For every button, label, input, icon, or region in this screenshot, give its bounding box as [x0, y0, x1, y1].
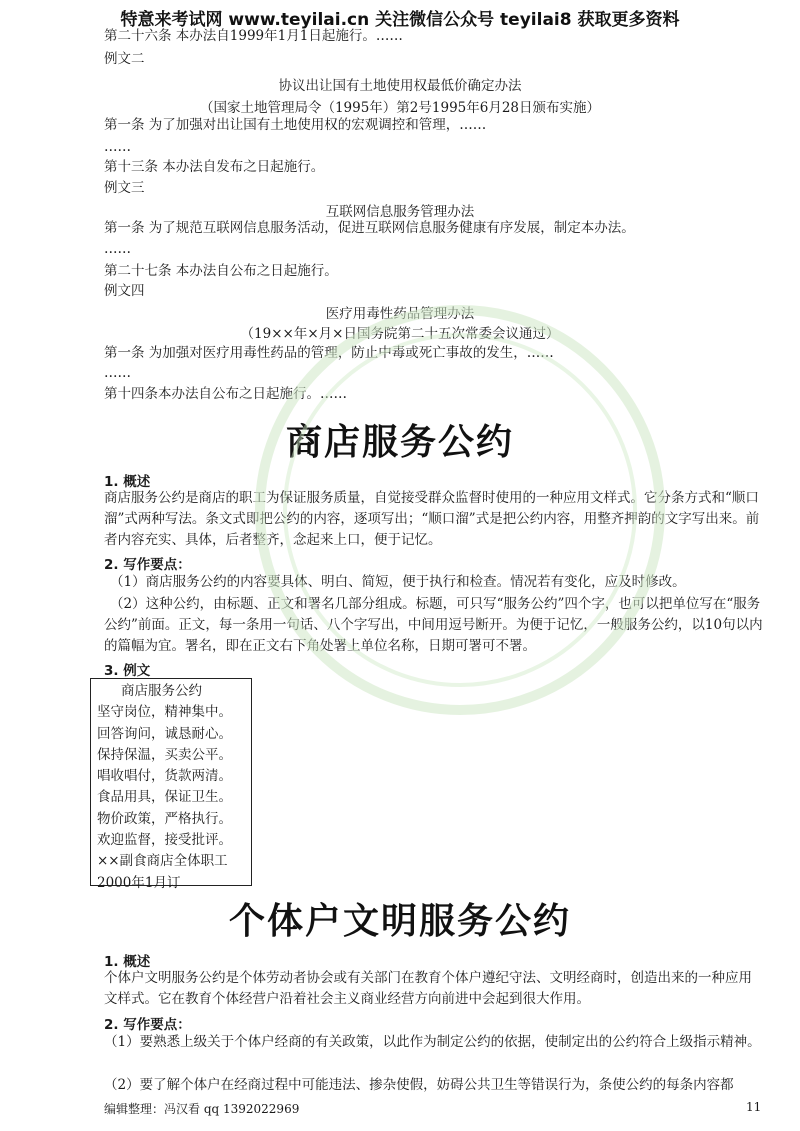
subheading: 1. 概述: [104, 954, 151, 970]
example-line: 保持保温，买卖公平。: [97, 746, 232, 763]
example-label: 例文四: [104, 283, 145, 299]
article-line: 第一条 为了规范互联网信息服务活动，促进互联网信息服务健康有序发展，制定本办法。: [104, 220, 635, 236]
paragraph: （1）要熟悉上级关于个体户经商的有关政策，以此作为制定公约的依据，使制定出的公约符合上级指示精神。: [104, 1034, 761, 1050]
subheading: 3. 例文: [104, 663, 151, 679]
paragraph: （2）这种公约，由标题、正文和署名几部分组成。标题，可只写“服务公约”四个字，也可以把单位写在“服务公约”前面。正文，每一条用一句话、八个字写出，中间用逗号断开。为便于记忆，一般服务公约，以10句以内的篇幅为宜。署名，即在正文右下角处署上单位名称，日期可署可不署。: [104, 596, 763, 654]
ellipsis: ……: [104, 139, 131, 155]
article-line: 第一条 为加强对医疗用毒性药品的管理，防止中毒或死亡事故的发生，……: [104, 345, 554, 361]
article-line: 第十四条本办法自公布之日起施行。……: [104, 386, 347, 402]
paragraph: 商店服务公约是商店的职工为保证服务质量，自觉接受群众监督时使用的一种应用文样式。它分条方式和“顺口溜”式两种写法。条文式即把公约的内容，逐项写出；“顺口溜”式是把公约内容，用整齐押韵的文字写出来。前者内容充实、具体，后者整齐，念起来上口，便于记忆。: [104, 490, 760, 548]
example-date: 2000年1月订: [97, 874, 181, 891]
example-title: 互联网信息服务管理办法: [325, 204, 475, 220]
example-label: 例文二: [104, 51, 145, 67]
article-line: 第十三条 本办法自发布之日起施行。: [104, 159, 325, 175]
example-line: 食品用具，保证卫生。: [97, 789, 232, 806]
section-title: 个体户文明服务公约: [228, 901, 571, 942]
example-box: [90, 678, 252, 891]
article-line: 第二十七条 本办法自公布之日起施行。: [104, 263, 338, 279]
example-title: 协议出让国有土地使用权最低价确定办法: [278, 78, 522, 94]
paragraph: 个体户文明服务公约是个体劳动者协会或有关部门在教育个体户遵纪守法、文明经商时，创造出来的一种应用文样式。它在教育个体经营户沿着社会主义商业经营方向前进中会起到很大作用。: [104, 970, 752, 1007]
example-source: （19××年×月×日国务院第二十五次常委会议通过）: [240, 326, 560, 342]
example-line: 坚守岗位，精神集中。: [97, 704, 232, 721]
ellipsis: ……: [104, 241, 131, 257]
paragraph: （2）要了解个体户在经商过程中可能违法、掺杂使假，妨碍公共卫生等错误行为，条使公约的每条内容都: [104, 1077, 734, 1093]
footer-editor: 编辑整理：冯汉看 qq 1392022969: [104, 1102, 300, 1116]
subheading: 2. 写作要点：: [104, 557, 191, 573]
example-box-title: 商店服务公约: [121, 683, 202, 699]
page-number: 11: [746, 1100, 762, 1114]
paragraph: （1）商店服务公约的内容要具体、明白、简短，便于执行和检查。情况若有变化，应及时修改。: [110, 574, 686, 590]
example-source: （国家土地管理局令（1995年）第2号1995年6月28日颁布实施）: [199, 100, 601, 116]
example-line: 唱收唱付，货款两清。: [97, 768, 232, 785]
article-line: 第二十六条 本办法自1999年1月1日起施行。……: [104, 28, 403, 44]
page-header: 特意来考试网 www.teyilai.cn 关注微信公众号 teyilai8 获取更多资料: [120, 10, 680, 30]
article-line: 第一条 为了加强对出让国有土地使用权的宏观调控和管理，……: [104, 117, 487, 133]
example-title: 医疗用毒性药品管理办法: [325, 306, 475, 322]
example-line: 欢迎监督，接受批评。: [97, 832, 232, 849]
example-line: 回答询问，诚恳耐心。: [97, 725, 232, 742]
example-label: 例文三: [104, 180, 145, 196]
section-title: 商店服务公约: [285, 422, 514, 463]
subheading: 2. 写作要点：: [104, 1017, 191, 1033]
example-line: 物价政策，严格执行。: [97, 810, 232, 827]
example-signature: ××副食商店全体职工: [97, 853, 228, 870]
ellipsis: ……: [104, 365, 131, 381]
subheading: 1. 概述: [104, 474, 151, 490]
